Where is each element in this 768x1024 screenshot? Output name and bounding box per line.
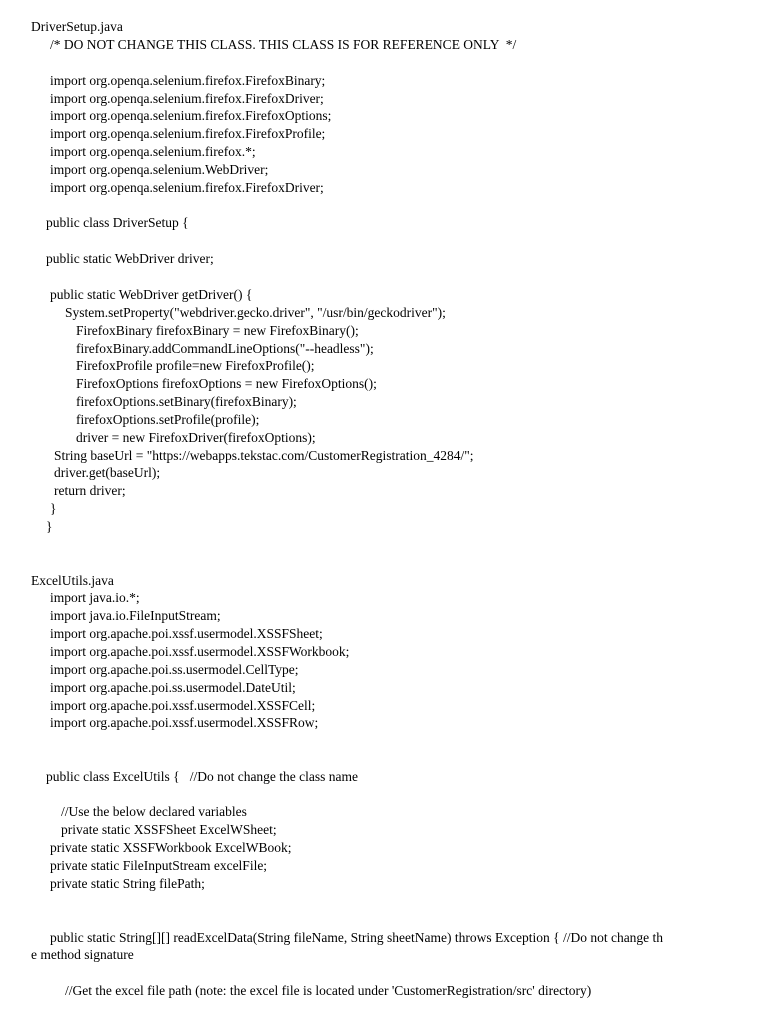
- code-line: import org.apache.poi.ss.usermodel.CellType;: [50, 662, 299, 677]
- code-line: String baseUrl = "https://webapps.tekstac.com/CustomerRegistration_4284/";: [54, 448, 474, 463]
- code-line: public class DriverSetup {: [46, 215, 189, 230]
- code-line: driver = new FirefoxDriver(firefoxOptions);: [76, 430, 316, 445]
- code-line: return driver;: [54, 483, 126, 498]
- code-line: firefoxOptions.setBinary(firefoxBinary);: [76, 394, 297, 409]
- code-line: FirefoxBinary firefoxBinary = new FirefoxBinary();: [76, 323, 359, 338]
- code-line: private static XSSFSheet ExcelWSheet;: [61, 822, 277, 837]
- code-line: public static String[][] readExcelData(String fileName, String sheetName) throws Exception { //Do not change th: [50, 930, 664, 945]
- code-line: FirefoxProfile profile=new FirefoxProfile();: [76, 358, 315, 373]
- code-line: import org.openqa.selenium.WebDriver;: [50, 162, 269, 177]
- code-line: }: [50, 501, 57, 516]
- file-heading: ExcelUtils.java: [31, 573, 114, 588]
- code-line: import org.openqa.selenium.firefox.*;: [50, 144, 256, 159]
- code-line: import java.io.FileInputStream;: [50, 608, 221, 623]
- code-line: import org.openqa.selenium.firefox.FirefoxBinary;: [50, 73, 326, 88]
- code-line: import org.apache.poi.xssf.usermodel.XSSFRow;: [50, 715, 319, 730]
- code-line: /* DO NOT CHANGE THIS CLASS. THIS CLASS IS FOR REFERENCE ONLY */: [50, 37, 517, 52]
- code-line: import org.apache.poi.xssf.usermodel.XSSFSheet;: [50, 626, 323, 641]
- code-line: import org.apache.poi.ss.usermodel.DateUtil;: [50, 680, 296, 695]
- code-line: }: [46, 519, 53, 534]
- code-comment: //Use the below declared variables: [61, 804, 247, 819]
- code-line: driver.get(baseUrl);: [54, 465, 161, 480]
- code-line: private static FileInputStream excelFile;: [50, 858, 268, 873]
- code-line: import org.apache.poi.xssf.usermodel.XSSFWorkbook;: [50, 644, 350, 659]
- code-line: import java.io.*;: [50, 590, 140, 605]
- code-line: import org.openqa.selenium.firefox.FirefoxOptions;: [50, 108, 332, 123]
- file-heading: DriverSetup.java: [31, 19, 123, 34]
- code-comment: //Get the excel file path (note: the excel file is located under 'CustomerRegistration/src' directory): [65, 983, 592, 998]
- code-line: private static String filePath;: [50, 876, 205, 891]
- code-line: import org.openqa.selenium.firefox.FirefoxDriver;: [50, 180, 324, 195]
- code-line: private static XSSFWorkbook ExcelWBook;: [50, 840, 292, 855]
- code-line: public class ExcelUtils { //Do not change the class name: [46, 769, 359, 784]
- code-line: import org.openqa.selenium.firefox.FirefoxDriver;: [50, 91, 324, 106]
- code-line: firefoxBinary.addCommandLineOptions("--headless");: [76, 341, 374, 356]
- code-line: System.setProperty("webdriver.gecko.driver", "/usr/bin/geckodriver");: [65, 305, 446, 320]
- code-line: public static WebDriver getDriver() {: [50, 287, 253, 302]
- code-line: import org.openqa.selenium.firefox.FirefoxProfile;: [50, 126, 326, 141]
- code-line: FirefoxOptions firefoxOptions = new FirefoxOptions();: [76, 376, 377, 391]
- code-line: firefoxOptions.setProfile(profile);: [76, 412, 260, 427]
- code-line-wrap: e method signature: [31, 947, 134, 962]
- code-line: import org.apache.poi.xssf.usermodel.XSSFCell;: [50, 698, 316, 713]
- code-line: public static WebDriver driver;: [46, 251, 214, 266]
